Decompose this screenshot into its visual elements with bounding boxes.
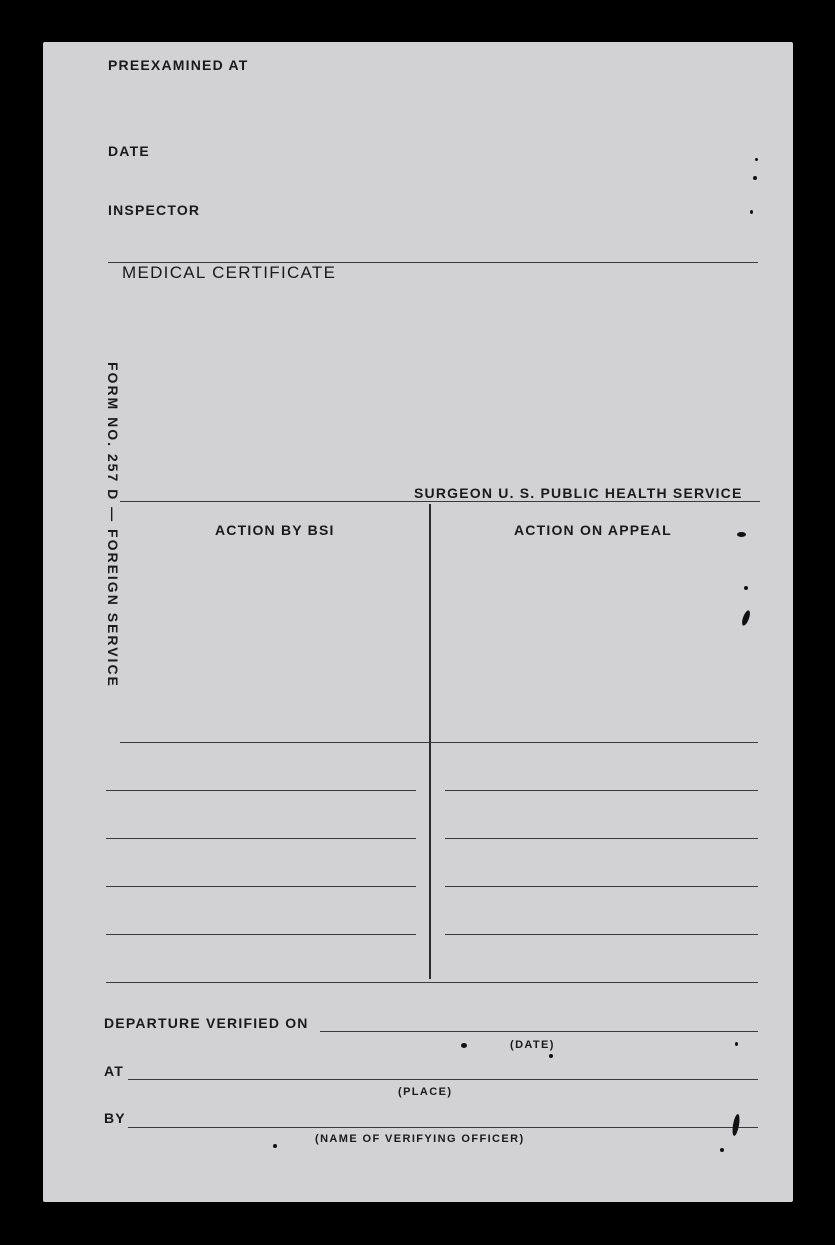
appeal-entry-line	[445, 886, 758, 887]
scan-speck	[549, 1054, 553, 1058]
scan-speck	[737, 532, 746, 537]
scan-speck	[461, 1043, 467, 1048]
appeal-entry-line	[445, 790, 758, 791]
at-label: AT	[104, 1063, 125, 1079]
preexamined-at-label: PREEXAMINED AT	[108, 57, 249, 73]
place-caption: (PLACE)	[398, 1086, 453, 1098]
appeal-entry-line	[445, 934, 758, 935]
departure-date-line	[320, 1031, 758, 1032]
form-number-vertical: FORM NO. 257 D — FOREIGN SERVICE	[105, 362, 121, 688]
scan-speck	[735, 1042, 738, 1046]
scan-speck	[744, 586, 748, 590]
action-section-rule	[120, 742, 758, 743]
surgeon-signature-line	[120, 501, 760, 502]
medical-certificate-title: MEDICAL CERTIFICATE	[122, 263, 337, 282]
bsi-entry-line	[106, 838, 416, 839]
date-caption: (DATE)	[510, 1039, 555, 1051]
scan-speck	[755, 158, 758, 161]
scan-speck	[750, 210, 753, 214]
place-line	[128, 1079, 758, 1080]
date-label: DATE	[108, 143, 150, 159]
action-section-bottom-rule	[106, 982, 758, 983]
by-label: BY	[104, 1110, 126, 1126]
action-by-bsi-header: ACTION BY BSI	[215, 522, 335, 538]
departure-verified-label: DEPARTURE VERIFIED ON	[104, 1015, 309, 1031]
action-on-appeal-header: ACTION ON APPEAL	[514, 522, 672, 538]
officer-caption: (NAME OF VERIFYING OFFICER)	[315, 1133, 525, 1145]
bsi-entry-line	[106, 886, 416, 887]
scan-speck	[273, 1144, 277, 1148]
officer-line	[128, 1127, 758, 1128]
scan-speck	[753, 176, 757, 180]
surgeon-signature-label: SURGEON U. S. PUBLIC HEALTH SERVICE	[414, 485, 743, 501]
inspector-label: INSPECTOR	[108, 202, 201, 218]
appeal-entry-line	[445, 838, 758, 839]
bsi-entry-line	[106, 790, 416, 791]
scan-speck	[720, 1148, 724, 1152]
bsi-entry-line	[106, 934, 416, 935]
